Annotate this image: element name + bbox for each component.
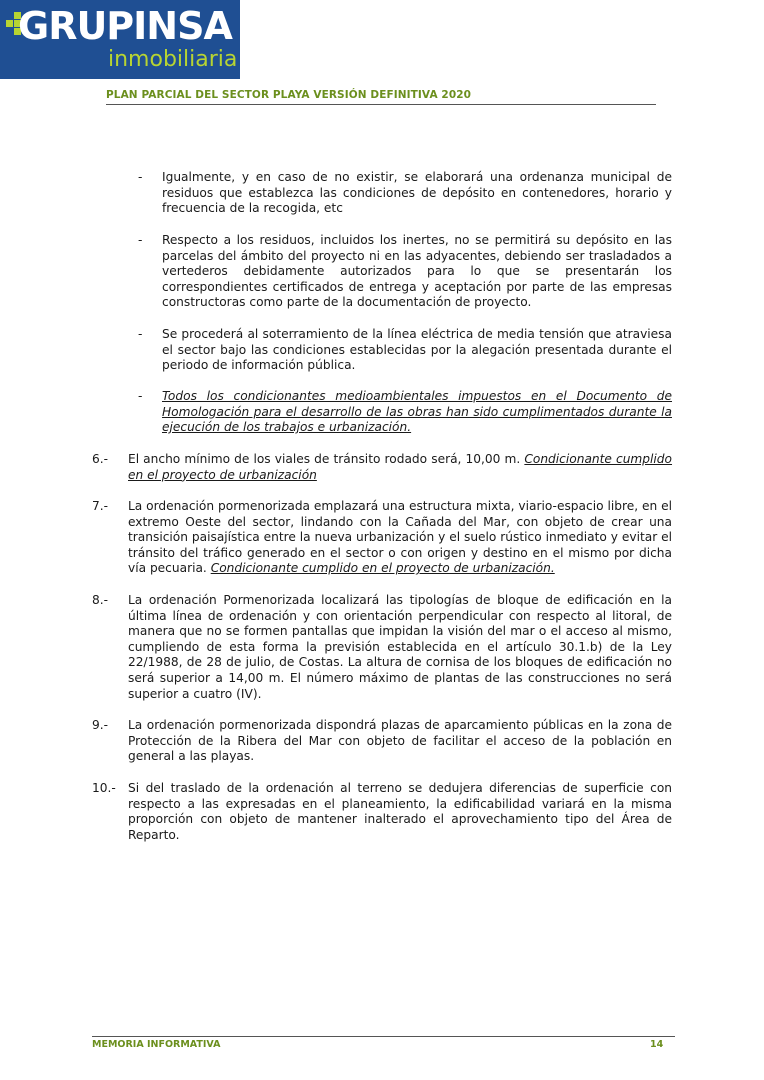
compliance-note: Condicionante cumplido en el proyecto de urbanización xyxy=(128,452,673,482)
logo-name: GRUPINSA xyxy=(18,4,232,48)
document-header-title: PLAN PARCIAL DEL SECTOR PLAYA VERSIÓN DEFINITIVA 2020 xyxy=(106,89,472,101)
item-text: El ancho mínimo de los viales de tránsito rodado será, 10,00 m. xyxy=(128,452,521,466)
item-number: 9.- xyxy=(92,718,109,732)
bullet-item: Se procederá al soterramiento de la línea eléctrica de media tensión que atraviesa el sector bajo las condiciones establecidas por la alegación presentada durante el periodo de información pública. xyxy=(162,327,672,373)
bullet-marker: - xyxy=(138,233,143,247)
company-logo xyxy=(0,0,240,79)
compliance-note: Condicionante cumplido en el proyecto de urbanización. xyxy=(210,561,555,576)
numbered-item xyxy=(128,499,672,577)
bullet-item: Igualmente, y en caso de no existir, se elaborará una ordenanza municipal de residuos que establezca las condiciones de depósito en contenedores, horario y frecuencia de la recogida, etc xyxy=(162,170,672,216)
bullet-item: Respecto a los residuos, incluidos los inertes, no se permitirá su depósito en las parcelas del ámbito del proyecto ni en las adyacentes, debiendo ser trasladados a vertederos debidamente autorizados para lo que se presentarán los correspondientes certificados de entrega y aceptación por parte de las empresas constructoras como parte de la documentación de proyecto. xyxy=(162,233,672,310)
numbered-item: La ordenación pormenorizada dispondrá plazas de aparcamiento públicas en la zona de Protección de la Ribera del Mar con objeto de facilitar el acceso de la población en general a las playas. xyxy=(128,718,672,764)
numbered-item: La ordenación Pormenorizada localizará las tipologías de bloque de edificación en la última línea de ordenación y con orientación perpendicular con respecto al litoral, de manera que no se formen pantallas que impidan la visión del mar o el acceso al mismo, cumpliendo de esta forma la previsión establecida en el artículo 30.1.b) de la Ley 22/1988, de 28 de julio, de Costas. La altura de cornisa de los bloques de edificación no será superior a 14,00 m. El número máximo de plantas de las construcciones no será superior a cuatro (IV). xyxy=(128,593,672,701)
bullet-marker: - xyxy=(138,327,143,341)
item-number: 7.- xyxy=(92,499,109,513)
item-number: 10.- xyxy=(92,781,116,795)
numbered-item: Si del traslado de la ordenación al terreno se dedujera diferencias de superficie con respecto a las expresadas en el planeamiento, la edificabilidad variará en la misma proporción con objeto de mantener inalterado el aprovechamiento tipo del Área de Reparto. xyxy=(128,781,672,842)
item-number: 8.- xyxy=(92,593,109,607)
bullet-item-completed-note: Todos los condicionantes medioambientales impuestos en el Documento de Homologación para el desarrollo de las obras han sido cumplimentados durante la ejecución de los trabajos e urbanización. xyxy=(162,389,672,435)
footer-divider xyxy=(92,1036,675,1037)
footer-section-title: MEMORIA INFORMATIVA xyxy=(92,1039,221,1050)
logo-subtitle: inmobiliaria xyxy=(108,47,238,72)
page-number: 14 xyxy=(650,1039,664,1050)
item-number: 6.- xyxy=(92,452,109,466)
numbered-item xyxy=(128,452,672,483)
bullet-marker: - xyxy=(138,389,143,403)
bullet-marker: - xyxy=(138,170,143,184)
item-text: La ordenación pormenorizada emplazará una estructura mixta, viario-espacio libre, en el extremo Oeste del sector, lindando con la Cañada del Mar, con objeto de crear una transición paisajística entre la nueva urbanización y el suelo rústico inmediato y evitar el tránsito del tráfico generado en el sector o con origen y destino en el mismo por dicha vía pecuaria. xyxy=(128,499,672,576)
header-divider xyxy=(106,104,656,105)
